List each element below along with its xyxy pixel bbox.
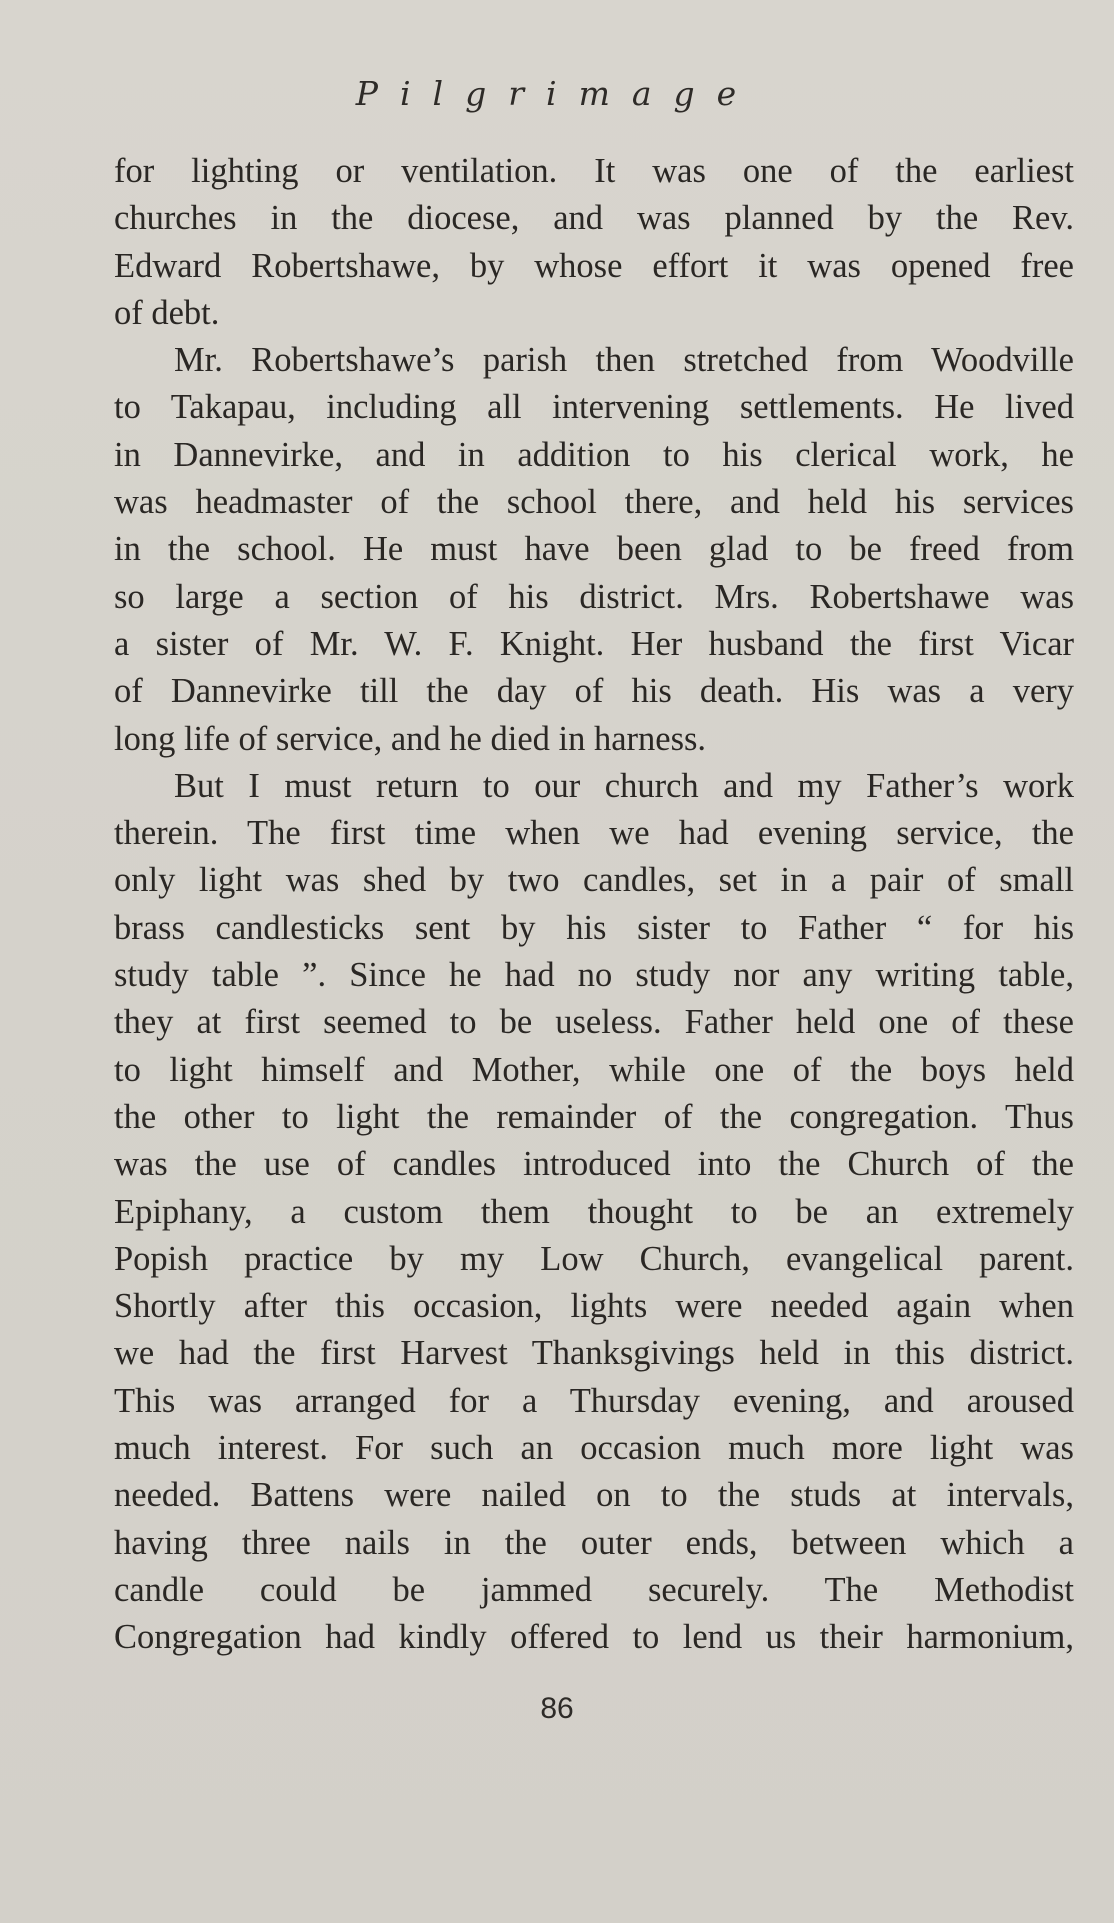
text-line: was the use of candles introduced into the Church of the bbox=[114, 1145, 1074, 1184]
text-line: in the school. He must have been glad to be freed from bbox=[114, 530, 1074, 569]
text-line: the other to light the remainder of the congregation. Thus bbox=[114, 1097, 1074, 1136]
paragraph-1 bbox=[114, 148, 1074, 337]
text-line: Congregation had kindly offered to lend us their harmonium, bbox=[114, 1618, 1074, 1657]
text-line: for lighting or ventilation. It was one of the earliest bbox=[114, 152, 1074, 190]
running-head: Pilgrimage bbox=[355, 74, 759, 113]
text-line: so large a section of his district. Mrs. Robertshawe was bbox=[114, 577, 1074, 616]
text-line: a sister of Mr. W. F. Knight. Her husband the first Vicar bbox=[114, 624, 1074, 663]
text-line: of Dannevirke till the day of his death. His was a very bbox=[114, 672, 1074, 711]
text-line: Mr. Robertshawe’s parish then stretched from Woodville bbox=[174, 341, 1074, 380]
body-text bbox=[114, 148, 1074, 1662]
text-line: therein. The first time when we had evening service, the bbox=[114, 814, 1074, 853]
paragraph-3 bbox=[114, 763, 1074, 1662]
text-line: study table ”. Since he had no study nor any writing table, bbox=[114, 956, 1074, 995]
text-line: in Dannevirke, and in addition to his clerical work, he bbox=[114, 435, 1074, 474]
text-line: brass candlesticks sent by his sister to Father “ for his bbox=[114, 908, 1074, 947]
text-line: only light was shed by two candles, set in a pair of small bbox=[114, 861, 1074, 900]
text-line: to Takapau, including all intervening settlements. He lived bbox=[114, 388, 1074, 427]
text-line: This was arranged for a Thursday evening, and aroused bbox=[114, 1381, 1074, 1420]
text-line: But I must return to our church and my Father’s work bbox=[174, 766, 1074, 805]
text-line: having three nails in the outer ends, between which a bbox=[114, 1523, 1074, 1562]
text-line: they at first seemed to be useless. Father held one of these bbox=[114, 1003, 1074, 1042]
text-line: Epiphany, a custom them thought to be an extremely bbox=[114, 1192, 1074, 1231]
text-line: churches in the diocese, and was planned by the Rev. bbox=[114, 199, 1074, 238]
page-number: 86 bbox=[540, 1692, 574, 1725]
text-line: Edward Robertshawe, by whose effort it was opened free bbox=[114, 246, 1074, 285]
text-line: Popish practice by my Low Church, evangelical parent. bbox=[114, 1239, 1074, 1278]
text-line: candle could be jammed securely. The Methodist bbox=[114, 1570, 1074, 1609]
text-line: to light himself and Mother, while one of the boys held bbox=[114, 1050, 1074, 1089]
text-line: needed. Battens were nailed on to the studs at intervals, bbox=[114, 1476, 1074, 1515]
text-line: was headmaster of the school there, and held his services bbox=[114, 483, 1074, 522]
paragraph-2 bbox=[114, 337, 1074, 763]
text-line: Shortly after this occasion, lights were needed again when bbox=[114, 1287, 1074, 1326]
text-line: of debt. bbox=[114, 293, 220, 332]
text-line: much interest. For such an occasion much more light was bbox=[114, 1429, 1074, 1468]
text-line: long life of service, and he died in harness. bbox=[114, 719, 707, 758]
text-line: we had the first Harvest Thanksgivings held in this district. bbox=[114, 1334, 1074, 1373]
